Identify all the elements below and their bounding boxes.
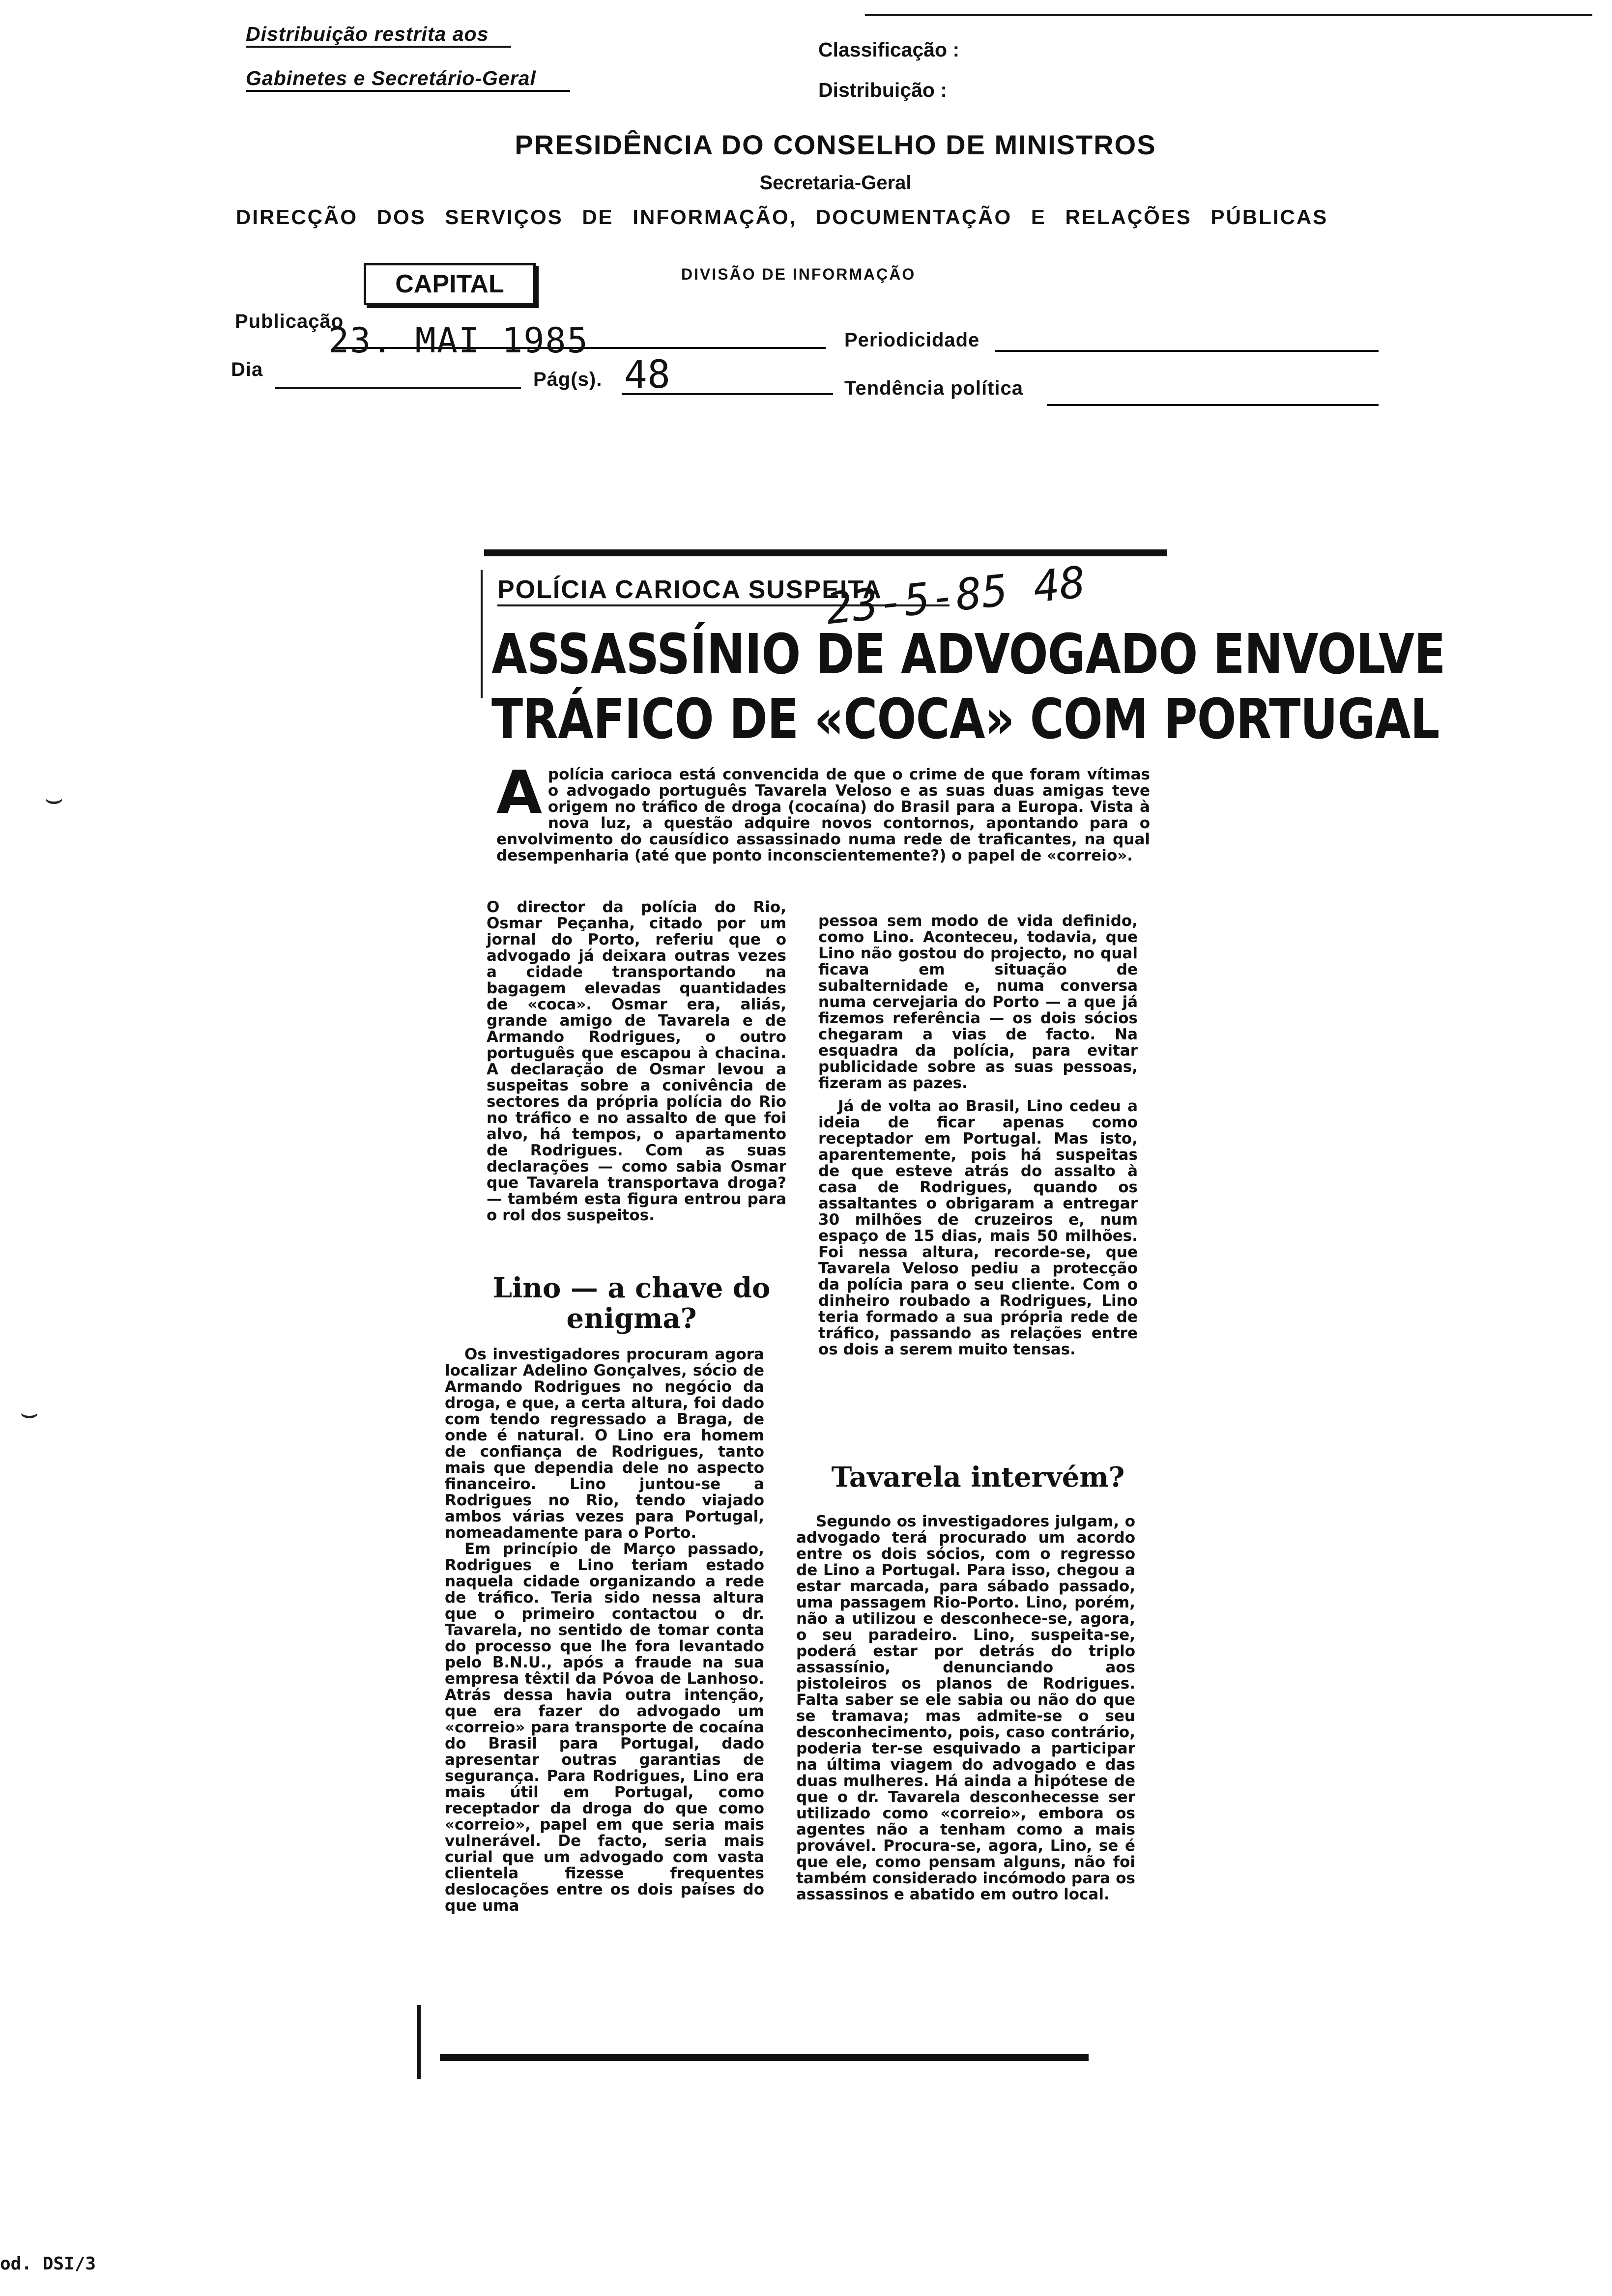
- tendencia-label: Tendência política: [844, 377, 1023, 399]
- secretaria-geral-subtitle: Secretaria-Geral: [759, 172, 912, 194]
- margin-mark-1: ⌣: [44, 782, 64, 815]
- lead-paragraph-block: [496, 759, 1150, 864]
- handwritten-annotation: 23-5-85 48: [824, 556, 1088, 634]
- distribution-line-1: Distribuição restrita aos: [246, 23, 511, 48]
- column-1-paragraph-3: Em princípio de Março passado, Rodrigues e Lino teriam estado naquela cidade organizando a rede de tráfico. Teria sido nessa altura que o primeiro contactou o dr. Tavarela, no sentido de tomar conta do processo que lhe fora levantado pelo B.N.U., após a fraude na sua empresa têxtil da Póvoa de Lanhoso. Atrás dessa havia outra intenção, que era fazer do advogado um «correio» para transporte de cocaína do Brasil para Portugal, dado apresentar outras garantias de segurança. Para Rodrigues, Lino era mais útil em Portugal, como receptador da droga do que como «correio», papel em que seria mais vulnerável. De facto, seria mais curial que um advogado com vasta clientela fizesse frequentes deslocações entre os dois países do que uma: [445, 1540, 764, 1915]
- publicacao-label: Publicação: [235, 311, 344, 332]
- column-1-paragraph-1: O director da polícia do Rio, Osmar Peçanha, citado por um jornal do Porto, referiu que o advogado já deixara outras vezes a cidade transportando na bagagem elevadas quantidades de «coca». Osmar era, aliás, grande amigo de Tavarela e de Armando Rodrigues, o outro português que escapou à chacina. A declaração de Osmar levou a suspeitas sobre a conivência de sectores da própria polícia do Rio no tráfico e no assalto de que foi alvo, há tempos, o apartamento de Rodrigues. Com as suas declarações — como sabia Osmar que Tavarela transportava droga? — também esta figura entrou para o rol dos suspeitos.: [487, 898, 786, 1224]
- tendencia-blank: [1047, 404, 1379, 406]
- dia-label: Dia: [231, 359, 263, 380]
- column-2-bottom: [796, 1514, 1135, 1903]
- column-2-paragraph-1: pessoa sem modo de vida definido, como Lino. Aconteceu, todavia, que Lino não gostou do projecto, no qual ficava em situação de subalternidade e, numa conversa numa cervejaria do Porto — a que já fizemos referência — os dois sócios chegaram a vias de facto. Na esquadra da polícia, para evitar publicidade sobre as suas pessoas, fizeram as pazes.: [818, 912, 1138, 1092]
- section-label: POLÍCIA CARIOCA SUSPEITA: [497, 575, 950, 606]
- pags-value: 48: [624, 353, 670, 397]
- periodicidade-blank: [995, 350, 1379, 352]
- margin-mark-2: ⌣: [20, 1396, 39, 1429]
- publicacao-blank: [334, 347, 826, 349]
- classificacao-label: Classificação :: [818, 38, 960, 61]
- headline-line-2: TRÁFICO DE «COCA» COM PORTUGAL: [491, 688, 1439, 751]
- date-stamp: 23. MAI 1985: [328, 320, 589, 361]
- direccao-line: DIRECÇÃO DOS SERVIÇOS DE INFORMAÇÃO, DOCUMENTAÇÃO E RELAÇÕES PÚBLICAS: [236, 205, 1328, 229]
- column-2-top: [818, 913, 1138, 1358]
- distribution-line-2: Gabinetes e Secretário-Geral: [246, 67, 570, 92]
- divisao-label: DIVISÃO DE INFORMAÇÃO: [681, 265, 916, 283]
- column-1-bottom: [445, 1347, 764, 1914]
- column-1-paragraph-2: Os investigadores procuram agora localizar Adelino Gonçalves, sócio de Armando Rodrigues no negócio da droga, e que, a certa altura, foi dado com tendo regressado a Braga, de onde é natural. O Lino era homem de confiança de Rodrigues, tanto mais que dependia dele no aspecto financeiro. Lino juntou-se a Rodrigues no Rio, tendo viajado ambos várias vezes para Portugal, nomeadamente para o Porto.: [445, 1346, 764, 1542]
- dropcap: A: [496, 759, 542, 827]
- publication-stamp: CAPITAL: [364, 263, 536, 305]
- column-2-paragraph-2: Já de volta ao Brasil, Lino cedeu a ideia de ficar apenas como receptador em Portugal. Mas isto, aparentemente, pois há suspeitas de que esteve atrás do assalto à casa de Rodrigues, quando os assaltantes o obrigaram a entregar 30 milhões de cruzeiros e, num espaço de 15 dias, mais 50 milhões. Foi nessa altura, recorde-se, que Tavarela Veloso pediu a protecção da polícia para o seu cliente. Com o dinheiro roubado a Rodrigues, Lino teria formado a sua própria rede de tráfico, passando as relações entre os dois a serem muito tensas.: [818, 1097, 1138, 1358]
- presidencia-title: PRESIDÊNCIA DO CONSELHO DE MINISTROS: [515, 129, 1156, 160]
- clipping-bottom-rule: [440, 2054, 1089, 2061]
- column-1-top: [487, 899, 786, 1224]
- clipping-bottom-left-rule: [417, 2005, 421, 2079]
- pags-blank: [622, 393, 833, 395]
- distribuicao-label: Distribuição :: [818, 79, 947, 101]
- periodicidade-label: Periodicidade: [844, 329, 980, 351]
- headline-line-1: ASSASSÍNIO DE ADVOGADO ENVOLVE: [491, 623, 1445, 687]
- subhead-lino: Lino — a chave do enigma?: [492, 1272, 771, 1335]
- subhead-tavarela: Tavarela intervém?: [831, 1461, 1125, 1493]
- top-right-rule: [865, 14, 1592, 16]
- footer-code: od. DSI/3: [0, 2254, 96, 2274]
- pags-label: Pág(s).: [533, 369, 603, 390]
- lead-paragraph: Apolícia carioca está convencida de que o crime de que foram vítimas o advogado português Tavarela Veloso e as suas duas amigas teve origem no tráfico de droga (cocaína) do Brasil para a Europa. Vista à nova luz, a questão adquire novos contornos, apontando para o envolvimento do causídico assassinado numa rede de traficantes, na qual desempenharia (até que ponto inconscientemente?) o papel de «correio».: [496, 759, 1150, 864]
- clipping-top-rule: [484, 549, 1167, 556]
- column-2-paragraph-3: Segundo os investigadores julgam, o advogado terá procurado um acordo entre os dois sócios, com o regresso de Lino a Portugal. Para isso, chegou a estar marcada, para sábado passado, uma passagem Rio-Porto. Lino, porém, não a utilizou e desconhece-se, agora, o seu paradeiro. Lino, suspeita-se, poderá estar por detrás do triplo assassínio, denunciando aos pistoleiros os planos de Rodrigues. Falta saber se ele sabia ou não do que se tramava; mas admite-se o seu desconhecimento, pois, caso contrário, poderia ter-se esquivado a participar na última viagem do advogado e das duas mulheres. Há ainda a hipótese de que o dr. Tavarela desconhecesse ser utilizado como «correio», embora os agentes não a tenham como a mais provável. Procura-se, agora, Lino, se é que ele, como pensam alguns, não foi também considerado incómodo para os assassinos e abatido em outro local.: [796, 1513, 1135, 1903]
- dia-blank: [275, 387, 521, 389]
- clipping-left-rule: [481, 570, 483, 698]
